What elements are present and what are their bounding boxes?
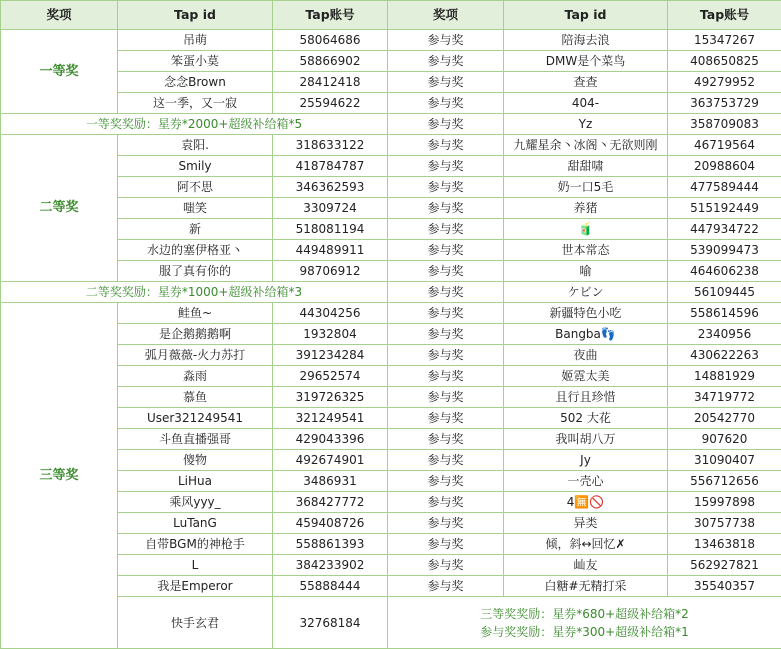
table-row: [388, 72, 781, 93]
tap-account-cell: 459408726: [273, 513, 388, 534]
participation-award-cell: 参与奖: [388, 408, 504, 429]
tap-id-cell: Bangba👣: [504, 324, 668, 345]
tap-account-cell: 1932804: [273, 324, 388, 345]
participation-award-cell: 参与奖: [388, 114, 504, 135]
participation-award-cell: 参与奖: [388, 429, 504, 450]
tap-id-cell: 袁阳.: [118, 135, 273, 156]
table-row: [388, 450, 781, 471]
second-prize-reward: 二等奖奖励：星券*1000+超级补给箱*3: [1, 282, 388, 303]
tap-account-cell: 384233902: [273, 555, 388, 576]
table-row: [388, 555, 781, 576]
tap-id-cell: 笨蛋小莫: [118, 51, 273, 72]
table-row: [388, 219, 781, 240]
table-row: [388, 177, 781, 198]
participation-award-cell: 参与奖: [388, 198, 504, 219]
tap-account-cell: 35540357: [668, 576, 781, 597]
table-row: [388, 282, 781, 303]
table-row: [388, 261, 781, 282]
table-row: [1, 303, 388, 324]
tap-id-cell: 自带BGM的神枪手: [118, 534, 273, 555]
table-row: [388, 471, 781, 492]
tap-account-cell: 368427772: [273, 492, 388, 513]
tap-id-cell: 淼雨: [118, 366, 273, 387]
table-row: [1, 135, 388, 156]
tap-account-cell: 408650825: [668, 51, 781, 72]
header-tap-id: Tap id: [504, 1, 668, 30]
tap-id-cell: 服了真有你的: [118, 261, 273, 282]
tap-id-cell: 我是Emperor: [118, 576, 273, 597]
tap-account-cell: 391234284: [273, 345, 388, 366]
reward-row: [1, 282, 388, 303]
tap-id-cell: 一壳心: [504, 471, 668, 492]
tap-account-cell: 2340956: [668, 324, 781, 345]
participation-award-cell: 参与奖: [388, 51, 504, 72]
tap-account-cell: 346362593: [273, 177, 388, 198]
tap-account-cell: 46719564: [668, 135, 781, 156]
tap-id-cell: 倾，斜↔回忆✗: [504, 534, 668, 555]
tap-id-cell: 502 大花: [504, 408, 668, 429]
tap-id-cell: 水边的塞伊格亚丶: [118, 240, 273, 261]
table-row: [388, 492, 781, 513]
participation-award-cell: 参与奖: [388, 303, 504, 324]
tap-account-cell: 28412418: [273, 72, 388, 93]
reward-notes: [388, 597, 781, 649]
tap-id-cell: 异类: [504, 513, 668, 534]
table-row: [388, 303, 781, 324]
tap-account-cell: 430622263: [668, 345, 781, 366]
tap-account-cell: 15347267: [668, 30, 781, 51]
table-row: [388, 30, 781, 51]
tap-account-cell: 34719772: [668, 387, 781, 408]
tap-id-cell: 404-: [504, 93, 668, 114]
tap-account-cell: 492674901: [273, 450, 388, 471]
third-prize-label: 三等奖: [1, 303, 118, 649]
participation-award-cell: 参与奖: [388, 471, 504, 492]
second-prize-label: 二等奖: [1, 135, 118, 282]
tap-account-cell: 464606238: [668, 261, 781, 282]
tap-account-cell: 13463818: [668, 534, 781, 555]
tap-id-cell: 白糖#无精打采: [504, 576, 668, 597]
third-prize-reward: 三等奖奖励：星券*680+超级补给箱*2: [480, 606, 689, 621]
participation-award-cell: 参与奖: [388, 534, 504, 555]
table-row: [388, 135, 781, 156]
tap-id-cell: 且行且珍惜: [504, 387, 668, 408]
participation-award-cell: 参与奖: [388, 219, 504, 240]
tap-id-cell: 弧月薇薇-火力苏打: [118, 345, 273, 366]
tap-id-cell: Yz: [504, 114, 668, 135]
tap-id-cell: User321249541: [118, 408, 273, 429]
reward-row: [388, 597, 781, 649]
table-row: [388, 51, 781, 72]
tap-account-cell: 30757738: [668, 513, 781, 534]
tap-id-cell: 是企鹅鹅鹅啊: [118, 324, 273, 345]
tap-account-cell: 58866902: [273, 51, 388, 72]
tap-account-cell: 318633122: [273, 135, 388, 156]
tap-account-cell: 321249541: [273, 408, 388, 429]
table-row: [388, 156, 781, 177]
tap-id-cell: 姬霓太美: [504, 366, 668, 387]
tap-account-cell: 55888444: [273, 576, 388, 597]
tap-id-cell: LuTanG: [118, 513, 273, 534]
tap-account-cell: 477589444: [668, 177, 781, 198]
tap-id-cell: 九耀星余丶冰阁丶无欲则刚: [504, 135, 668, 156]
participation-award-cell: 参与奖: [388, 177, 504, 198]
table-row: [388, 429, 781, 450]
table-row: [388, 114, 781, 135]
tap-id-cell: DMW是个菜鸟: [504, 51, 668, 72]
tap-account-cell: 25594622: [273, 93, 388, 114]
tap-account-cell: 447934722: [668, 219, 781, 240]
participation-award-cell: 参与奖: [388, 513, 504, 534]
tap-id-cell: 养猪: [504, 198, 668, 219]
participation-award-cell: 参与奖: [388, 366, 504, 387]
tap-id-cell: 喻: [504, 261, 668, 282]
tap-account-cell: 556712656: [668, 471, 781, 492]
table-row: [388, 198, 781, 219]
tap-account-cell: 558614596: [668, 303, 781, 324]
tap-account-cell: 3309724: [273, 198, 388, 219]
participation-award-cell: 参与奖: [388, 282, 504, 303]
table-row: [1, 30, 388, 51]
tap-account-cell: 15997898: [668, 492, 781, 513]
tap-account-cell: 98706912: [273, 261, 388, 282]
table-row: [388, 387, 781, 408]
tap-id-cell: ケビン: [504, 282, 668, 303]
participation-award-cell: 参与奖: [388, 324, 504, 345]
header-row: [1, 1, 388, 30]
tap-id-cell: LiHua: [118, 471, 273, 492]
tap-account-cell: 58064686: [273, 30, 388, 51]
tap-id-cell: 🧃: [504, 219, 668, 240]
tap-id-cell: 鲑鱼~: [118, 303, 273, 324]
tap-id-cell: 屾友: [504, 555, 668, 576]
first-prize-reward: 一等奖奖励：星券*2000+超级补给箱*5: [1, 114, 388, 135]
participation-award-cell: 参与奖: [388, 72, 504, 93]
tap-account-cell: 518081194: [273, 219, 388, 240]
tap-account-cell: 20542770: [668, 408, 781, 429]
tap-id-cell: Smily: [118, 156, 273, 177]
tap-id-cell: 吊萌: [118, 30, 273, 51]
tap-id-cell: 查查: [504, 72, 668, 93]
tap-account-cell: 44304256: [273, 303, 388, 324]
header-tap-account: Tap账号: [273, 1, 388, 30]
table-row: [388, 513, 781, 534]
header-tap-account: Tap账号: [668, 1, 781, 30]
table-row: [388, 576, 781, 597]
tap-id-cell: 世本常态: [504, 240, 668, 261]
tap-account-cell: 56109445: [668, 282, 781, 303]
header-row: [388, 1, 781, 30]
left-prize-table: [0, 0, 388, 649]
tap-account-cell: 358709083: [668, 114, 781, 135]
tap-account-cell: 562927821: [668, 555, 781, 576]
table-row: [388, 324, 781, 345]
participation-award-cell: 参与奖: [388, 450, 504, 471]
tap-id-cell: 奶一口5毛: [504, 177, 668, 198]
tap-id-cell: 慕鱼: [118, 387, 273, 408]
tap-account-cell: 49279952: [668, 72, 781, 93]
header-award: 奖项: [1, 1, 118, 30]
tap-id-cell: 4🈚🚫: [504, 492, 668, 513]
table-row: [388, 345, 781, 366]
participation-award-cell: 参与奖: [388, 576, 504, 597]
tap-account-cell: 31090407: [668, 450, 781, 471]
tap-id-cell: 我叫胡八万: [504, 429, 668, 450]
table-row: [388, 408, 781, 429]
right-prize-table: [387, 0, 781, 649]
tap-id-cell: 快手玄君: [118, 597, 273, 649]
tap-id-cell: 夜曲: [504, 345, 668, 366]
participation-award-cell: 参与奖: [388, 387, 504, 408]
tap-id-cell: 新疆特色小吃: [504, 303, 668, 324]
tap-account-cell: 29652574: [273, 366, 388, 387]
first-prize-label: 一等奖: [1, 30, 118, 114]
tap-id-cell: 念念Brown: [118, 72, 273, 93]
tap-account-cell: 558861393: [273, 534, 388, 555]
tap-account-cell: 363753729: [668, 93, 781, 114]
header-award: 奖项: [388, 1, 504, 30]
participation-award-cell: 参与奖: [388, 345, 504, 366]
tap-id-cell: Jy: [504, 450, 668, 471]
reward-row: [1, 114, 388, 135]
participation-award-cell: 参与奖: [388, 555, 504, 576]
tap-id-cell: L: [118, 555, 273, 576]
tap-account-cell: 429043396: [273, 429, 388, 450]
header-tap-id: Tap id: [118, 1, 273, 30]
participation-award-cell: 参与奖: [388, 135, 504, 156]
tap-account-cell: 515192449: [668, 198, 781, 219]
table-row: [388, 240, 781, 261]
participation-award-cell: 参与奖: [388, 240, 504, 261]
participation-award-cell: 参与奖: [388, 30, 504, 51]
tap-id-cell: 斗鱼直播强哥: [118, 429, 273, 450]
tap-id-cell: 阿不思: [118, 177, 273, 198]
tap-account-cell: 449489911: [273, 240, 388, 261]
tap-account-cell: 32768184: [273, 597, 388, 649]
tap-id-cell: 嗤笑: [118, 198, 273, 219]
tap-account-cell: 14881929: [668, 366, 781, 387]
tap-id-cell: 甜甜啸: [504, 156, 668, 177]
tap-account-cell: 3486931: [273, 471, 388, 492]
tap-id-cell: 新: [118, 219, 273, 240]
tap-account-cell: 539099473: [668, 240, 781, 261]
tap-id-cell: 傻物: [118, 450, 273, 471]
tap-account-cell: 418784787: [273, 156, 388, 177]
participation-award-cell: 参与奖: [388, 93, 504, 114]
participation-reward: 参与奖奖励：星券*300+超级补给箱*1: [480, 624, 689, 639]
tap-account-cell: 319726325: [273, 387, 388, 408]
table-row: [388, 366, 781, 387]
table-row: [388, 534, 781, 555]
participation-award-cell: 参与奖: [388, 261, 504, 282]
tap-account-cell: 907620: [668, 429, 781, 450]
tap-id-cell: 乘风yyy_: [118, 492, 273, 513]
participation-award-cell: 参与奖: [388, 492, 504, 513]
participation-award-cell: 参与奖: [388, 156, 504, 177]
tap-id-cell: 陪海去浪: [504, 30, 668, 51]
tap-id-cell: 这一季，又一寂: [118, 93, 273, 114]
tap-account-cell: 20988604: [668, 156, 781, 177]
table-row: [388, 93, 781, 114]
